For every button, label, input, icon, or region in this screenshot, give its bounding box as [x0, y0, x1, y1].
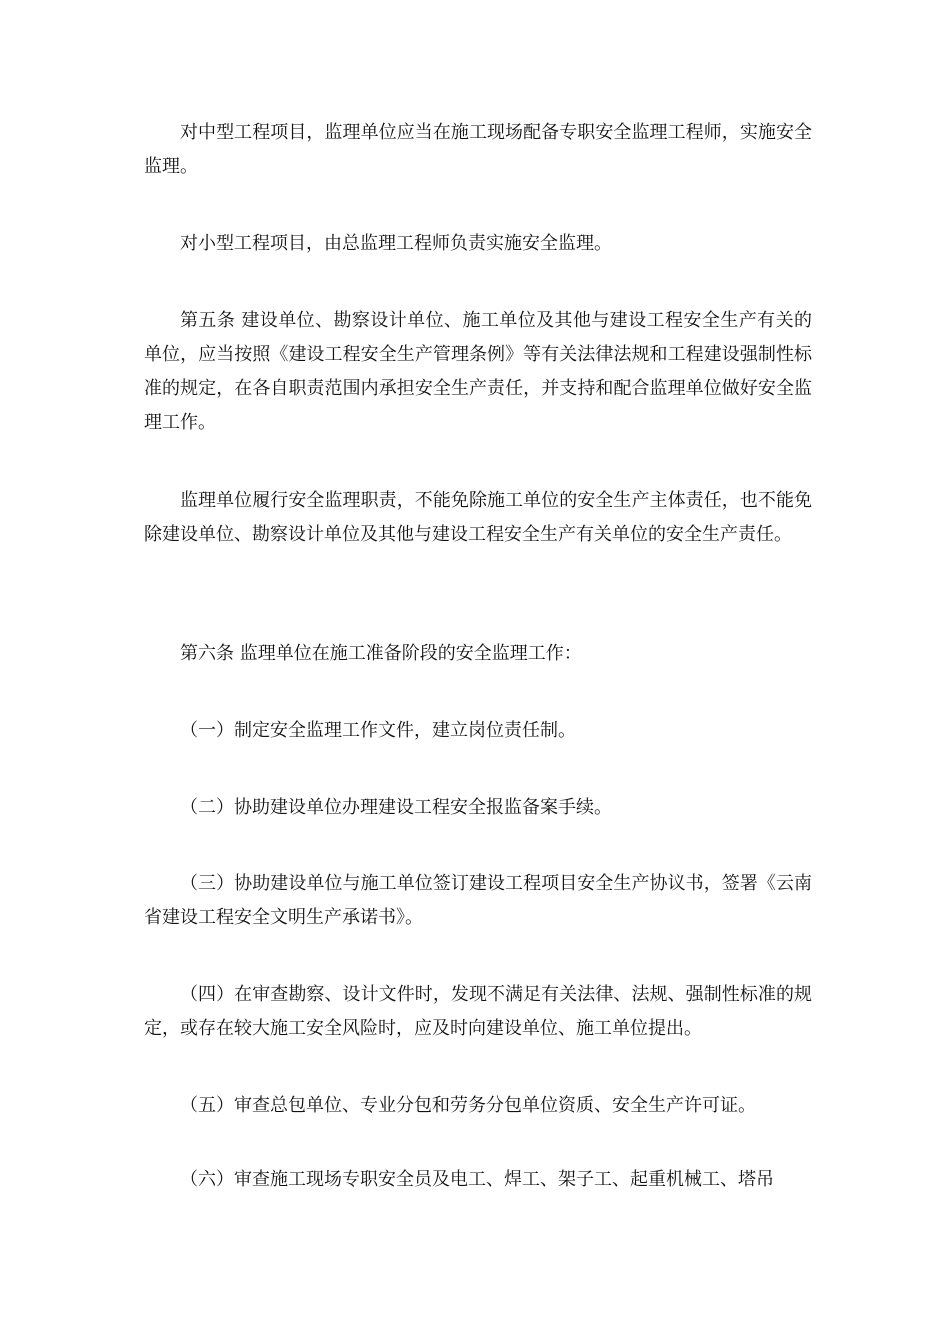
- paragraph-article-5: 第五条 建设单位、勘察设计单位、施工单位及其他与建设工程安全生产有关的单位，应当按照《建设工程安全生产管理条例》等有关法律法规和工程建设强制性标准的规定，在各自职责范围内承担安全生产责任，并支持和配合监理单位做好安全监理工作。: [144, 310, 812, 433]
- paragraph-item-4: （四）在审查勘察、设计文件时，发现不满足有关法律、法规、强制性标准的规定，或存在较大施工安全风险时，应及时向建设单位、施工单位提出。: [144, 984, 812, 1039]
- paragraph-item-3: （三）协助建设单位与施工单位签订建设工程项目安全生产协议书，签署《云南省建设工程安全文明生产承诺书》。: [144, 873, 812, 928]
- paragraph-small-projects: 对小型工程项目，由总监理工程师负责实施安全监理。: [180, 233, 612, 254]
- paragraph-article-6: 第六条 监理单位在施工准备阶段的安全监理工作：: [180, 643, 582, 664]
- paragraph-medium-projects: 对中型工程项目，监理单位应当在施工现场配备专职安全监理工程师，实施安全监理。: [144, 122, 812, 177]
- paragraph-item-5: （五）审查总包单位、专业分包和劳务分包单位资质、安全生产许可证。: [180, 1095, 756, 1116]
- paragraph-supervision-duty: 监理单位履行安全监理职责，不能免除施工单位的安全生产主体责任，也不能免除建设单位、勘察设计单位及其他与建设工程安全生产有关单位的安全生产责任。: [144, 490, 812, 545]
- paragraph-item-6: （六）审查施工现场专职安全员及电工、焊工、架子工、起重机械工、塔吊: [180, 1169, 774, 1190]
- paragraph-item-2: （二）协助建设单位办理建设工程安全报监备案手续。: [180, 797, 612, 818]
- paragraph-item-1: （一）制定安全监理工作文件，建立岗位责任制。: [180, 720, 576, 741]
